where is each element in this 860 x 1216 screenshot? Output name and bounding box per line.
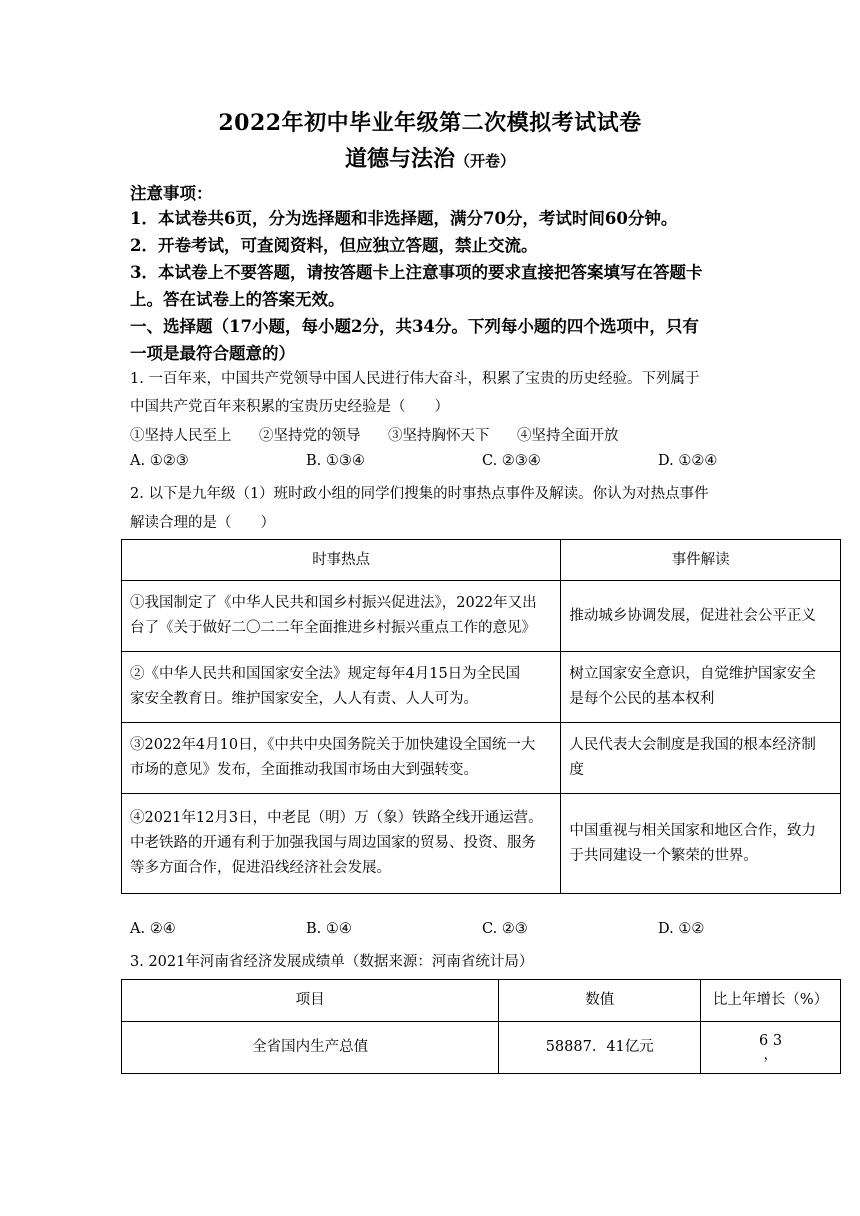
reading-cell: 中国重视与相关国家和地区合作，致力 于共同建设一个繁荣的世界。 <box>561 794 841 894</box>
growth-cell <box>701 1022 841 1074</box>
q2-option-b[interactable]: B. ①④ <box>306 921 352 937</box>
growth-mark: ， <box>763 1046 778 1063</box>
event-cell: ④2021年12月3日，中老昆（明）万（象）铁路全线开通运营。 中老铁路的开通有利于加强我国与周边国家的贸易、投资、服务 等多方面合作，促进沿线经济社会发展。 <box>122 794 561 894</box>
table-row <box>122 794 841 894</box>
notice-item: 3．本试卷上不要答题，请按答题卡上注意事项的要求直接把答案填写在答题卡 <box>130 263 703 282</box>
reading-cell: 推动城乡协调发展，促进社会公平正义 <box>561 581 841 652</box>
column-header: 数值 <box>499 980 701 1022</box>
notice-heading: 注意事项： <box>130 184 213 203</box>
q1-statement: ③坚持胸怀天下 <box>388 428 490 444</box>
column-header: 时事热点 <box>122 540 561 581</box>
q1-option-b[interactable]: B. ①③④ <box>306 453 365 469</box>
page-title: 2022年初中毕业年级第二次模拟考试试卷 <box>218 110 642 136</box>
q2-table <box>121 539 841 894</box>
q1-stem-cont: 中国共产党百年来积累的宝贵历史经验是（ ） <box>130 399 449 415</box>
q1-stem: 1. 一百年来，中国共产党领导中国人民进行伟大奋斗，积累了宝贵的历史经验。下列属于 <box>130 371 700 387</box>
section-heading-cont: 一项是最符合题意的） <box>130 344 295 363</box>
column-header: 比上年增长（%） <box>701 980 841 1022</box>
notice-item: 上。答在试卷上的答案无效。 <box>130 290 345 309</box>
growth-value: 6 3 <box>759 1032 783 1049</box>
notice-item: 2．开卷考试，可查阅资料，但应独立答题，禁止交流。 <box>130 236 538 255</box>
table-header-row <box>122 980 841 1022</box>
reading-cell: 树立国家安全意识，自觉维护国家安全 是每个公民的基本权利 <box>561 652 841 723</box>
q1-option-c[interactable]: C. ②③④ <box>482 453 541 469</box>
q2-option-d[interactable]: D. ①② <box>658 921 705 937</box>
q2-option-a[interactable]: A. ②④ <box>130 921 176 937</box>
section-heading: 一、选择题（17小题，每小题2分，共34分。下列每小题的四个选项中，只有 <box>130 317 699 336</box>
table-row <box>122 1022 841 1074</box>
q1-statement: ②坚持党的领导 <box>259 428 361 444</box>
subject-title <box>0 142 860 173</box>
table-row <box>122 652 841 723</box>
subject-name: 道德与法治 <box>344 146 455 172</box>
q3-stem: 3. 2021年河南省经济发展成绩单（数据来源：河南省统计局） <box>130 954 534 970</box>
value-cell: 58887．41亿元 <box>499 1022 701 1074</box>
table-row <box>122 723 841 794</box>
column-header: 项目 <box>122 980 499 1022</box>
table-row <box>122 581 841 652</box>
event-cell: ①我国制定了《中华人民共和国乡村振兴促进法》，2022年又出 台了《关于做好二〇二二年全面推进乡村振兴重点工作的意见》 <box>122 581 561 652</box>
q3-table <box>121 979 841 1074</box>
q1-statement: ①坚持人民至上 <box>130 428 232 444</box>
column-header: 事件解读 <box>561 540 841 581</box>
q1-statement: ④坚持全面开放 <box>517 428 619 444</box>
reading-cell: 人民代表大会制度是我国的根本经济制 度 <box>561 723 841 794</box>
item-cell: 全省国内生产总值 <box>122 1022 499 1074</box>
q2-stem: 2. 以下是九年级（1）班时政小组的同学们搜集的时事热点事件及解读。你认为对热点事件 <box>130 486 709 502</box>
q1-option-d[interactable]: D. ①②④ <box>658 453 718 469</box>
q1-option-a[interactable]: A. ①②③ <box>130 453 189 469</box>
q2-stem-cont: 解读合理的是（ ） <box>130 515 275 531</box>
event-cell: ③2022年4月10日，《中共中央国务院关于加快建设全国统一大 市场的意见》发布，全面推动我国市场由大到强转变。 <box>122 723 561 794</box>
event-cell: ②《中华人民共和国国家安全法》规定每年4月15日为全民国 家安全教育日。维护国家安全，人人有责、人人可为。 <box>122 652 561 723</box>
subject-note: （开卷） <box>455 152 516 170</box>
notice-item: 1．本试卷共6页，分为选择题和非选择题，满分70分，考试时间60分钟。 <box>130 209 678 228</box>
table-header-row <box>122 540 841 581</box>
q2-option-c[interactable]: C. ②③ <box>482 921 528 937</box>
